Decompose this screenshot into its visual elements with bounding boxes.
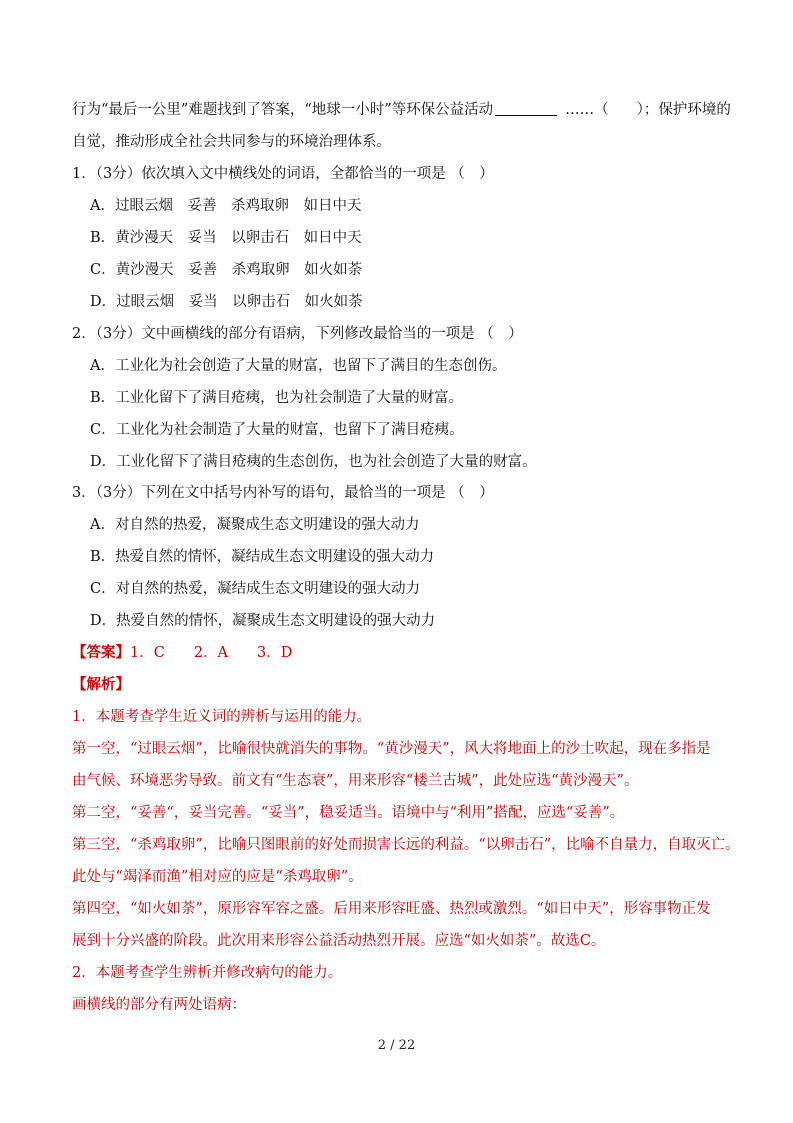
- question-3-stem: 3．（3分）下列在文中括号内补写的语句，最恰当的一项是 （ ）: [72, 485, 494, 501]
- analysis-line: 由气候、环境恶劣导致。前文有“生态衰”，用来形容“楼兰古城”，此处应选“黄沙漫天”。: [72, 773, 639, 789]
- page-number: 2 / 22: [377, 1038, 416, 1053]
- question-2-option-d: D．工业化留下了满目疮痍的生态创伤，也为社会创造了大量的财富。: [90, 454, 537, 470]
- analysis-line: 展到十分兴盛的阶段。此次用来形容公益活动热烈开展。应选“如火如荼”。故选C。: [72, 933, 606, 949]
- answer-line: [72, 643, 753, 663]
- question-2-stem: 2．（3分）文中画横线的部分有语病，下列修改最恰当的一项是 （ ）: [72, 326, 523, 342]
- analysis-line: 此处与“竭泽而渔”相对应的应是“杀鸡取卵”。: [72, 869, 363, 885]
- answer-text: 1．C 2．A 3．D: [130, 645, 293, 661]
- analysis-line: 2．本题考查学生辨析并修改病句的能力。: [72, 965, 343, 981]
- question-1-option-d: D．过眼云烟 妥当 以卵击石 如火如荼: [90, 294, 363, 310]
- question-1-option-c: C．黄沙漫天 妥善 杀鸡取卵 如火如荼: [90, 262, 363, 278]
- analysis-line: 第一空，“过眼云烟”，比喻很快就消失的事物。“黄沙漫天”，风大将地面上的沙土吹起，现在多指是: [72, 741, 711, 757]
- passage-line-1: [72, 100, 753, 120]
- passage-text: ）；保护环境的: [636, 102, 731, 118]
- fill-blank: [495, 101, 557, 116]
- question-1-option-b: B．黄沙漫天 妥当 以卵击石 如日中天: [90, 230, 362, 246]
- passage-line-2: 自觉，推动形成全社会共同参与的环境治理体系。: [72, 134, 391, 150]
- question-2-option-a: A．工业化为社会创造了大量的财富，也留下了满目的生态创伤。: [90, 358, 507, 374]
- question-1-option-a: A．过眼云烟 妥善 杀鸡取卵 如日中天: [90, 198, 362, 214]
- question-3-option-b: B．热爱自然的情怀，凝结成生态文明建设的强大动力: [90, 549, 435, 565]
- analysis-line: 画横线的部分有两处语病：: [72, 997, 246, 1013]
- question-3-option-c: C．对自然的热爱，凝结成生态文明建设的强大动力: [90, 581, 421, 597]
- question-3-option-d: D．热爱自然的情怀，凝聚成生态文明建设的强大动力: [90, 613, 436, 629]
- analysis-line: 第四空，“如火如荼”，原形容军容之盛。后用来形容旺盛、热烈或激烈。“如日中天”，形容事物正发: [72, 901, 711, 917]
- analysis-line: 1．本题考查学生近义词的辨析与运用的能力。: [72, 709, 372, 725]
- question-3-option-a: A．对自然的热爱，凝聚成生态文明建设的强大动力: [90, 517, 420, 533]
- question-2-option-c: C．工业化为社会制造了大量的财富，也留下了满目疮痍。: [90, 422, 464, 438]
- passage-text: 行为“最后一公里”难题找到了答案，“地球一小时”等环保公益活动: [72, 102, 494, 118]
- answer-label: 【答案】: [72, 644, 130, 661]
- analysis-line: 第三空，“杀鸡取卵”，比喻只图眼前的好处而损害长远的利益。“以卵击石”，比喻不自量力，自取灭亡。: [72, 837, 740, 853]
- passage-text: ……（: [565, 102, 609, 118]
- question-2-option-b: B．工业化留下了满目疮痍，也为社会制造了大量的财富。: [90, 390, 464, 406]
- analysis-label: 【解析】: [72, 676, 130, 693]
- question-1-stem: 1．（3分）依次填入文中横线处的词语，全都恰当的一项是 （ ）: [72, 166, 494, 182]
- analysis-line: 第二空，“妥善“，妥当完善。“妥当”，稳妥适当。语境中与“利用”搭配，应选“妥善”。: [72, 805, 625, 821]
